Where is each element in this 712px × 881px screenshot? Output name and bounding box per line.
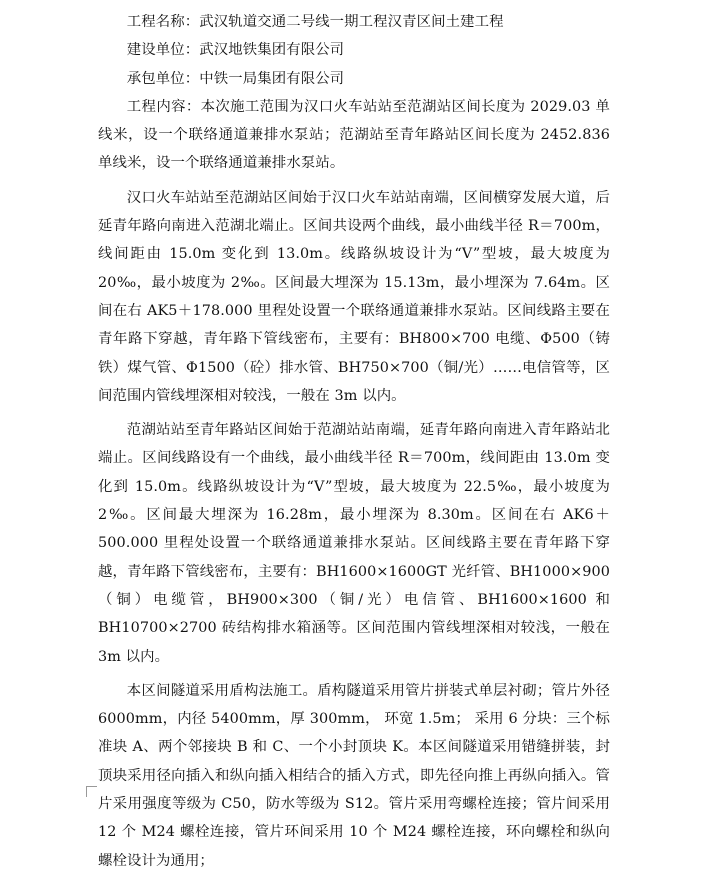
paragraph-section-2: 范湖站站至青年路站区间始于范湖站站南端，延青年路向南进入青年路站北端止。区间线路设有一个曲线，最小曲线半径 R＝700m，线间距由 13.0m 变化到 15.0m。线路纵坡设计为“V”型坡，最大坡度为 22.5‰，最小坡度为 2‰。区间最大埋深为 16.28m，最小埋深为 8.30m。区间在右 AK6＋500.000 里程处设置一个联络通道兼排水泵站。区间线路主要在青年路下穿越，青年路下管线密布，主要有：BH1600×1600GT 光纤管、BH1000×900（铜）电缆管，BH900×300（铜/光）电信管、BH1600×1600 和 BH10700×2700 砖结构排水箱涵等。区间范围内管线埋深相对较浅，一般在 3m 以内。 bbox=[98, 422, 610, 665]
page-corner-mark bbox=[86, 786, 97, 797]
paragraph-section-1: 汉口火车站站至范湖站区间始于汉口火车站站南端，区间横穿发展大道，后延青年路向南进入范湖北端止。区间共设两个曲线，最小曲线半径 R＝700m，线间距由 15.0m 变化到 13.0m。线路纵坡设计为“V”型坡，最大坡度为 20‰，最小坡度为 2‰。区间最大埋深为 15.13m，最小埋深为 7.64m。区间在右 AK5＋178.000 里程处设置一个联络通道兼排水泵站。区间线路主要在青年路下穿越，青年路下管线密布，主要有：BH800×700 电缆、Φ500（铸铁）煤气管、Φ1500（砼）排水管、BH750×700（铜/光）……电信管等，区间范围内管线埋深相对较浅，一般在 3m 以内。 bbox=[98, 189, 610, 404]
contractor-line bbox=[98, 65, 610, 93]
owner-line bbox=[98, 36, 610, 64]
owner-label: 建设单位： bbox=[126, 42, 200, 59]
contractor-value: 中铁一局集团有限公司 bbox=[199, 70, 345, 87]
paragraph-scope: 工程内容：本次施工范围为汉口火车站站至范湖站区间长度为 2029.03 单线米，设一个联络通道兼排水泵站；范湖站至青年路站区间长度为 2452.836 单线米，设一个联络通道兼排水泵站。 bbox=[98, 98, 610, 172]
owner-value: 武汉地铁集团有限公司 bbox=[199, 42, 345, 59]
paragraph-tunnel-method: 本区间隧道采用盾构法施工。盾构隧道采用管片拼装式单层衬砌；管片外径 6000mm，内径 5400mm，厚 300mm， 环宽 1.5m； 采用 6 分块：三个标准块 A、两个邻接块 B 和 C、一个小封顶块 K。本区间隧道采用错缝拼装，封顶块采用径向插入和纵向插入相结合的插入方式，即先径向推上再纵向插入。管片采用强度等级为 C50，防水等级为 S12。管片采用弯螺栓连接；管片间采用 12 个 M24 螺栓连接，管片环间采用 10 个 M24 螺栓连接，环向螺栓和纵向螺栓设计为通用； bbox=[98, 682, 610, 869]
contractor-label: 承包单位： bbox=[126, 70, 200, 87]
project-name-line bbox=[98, 8, 610, 36]
project-name-label: 工程名称： bbox=[126, 14, 200, 30]
document-page bbox=[98, 8, 610, 881]
project-name-value: 武汉轨道交通二号线一期工程汉青区间土建工程 bbox=[199, 14, 504, 30]
